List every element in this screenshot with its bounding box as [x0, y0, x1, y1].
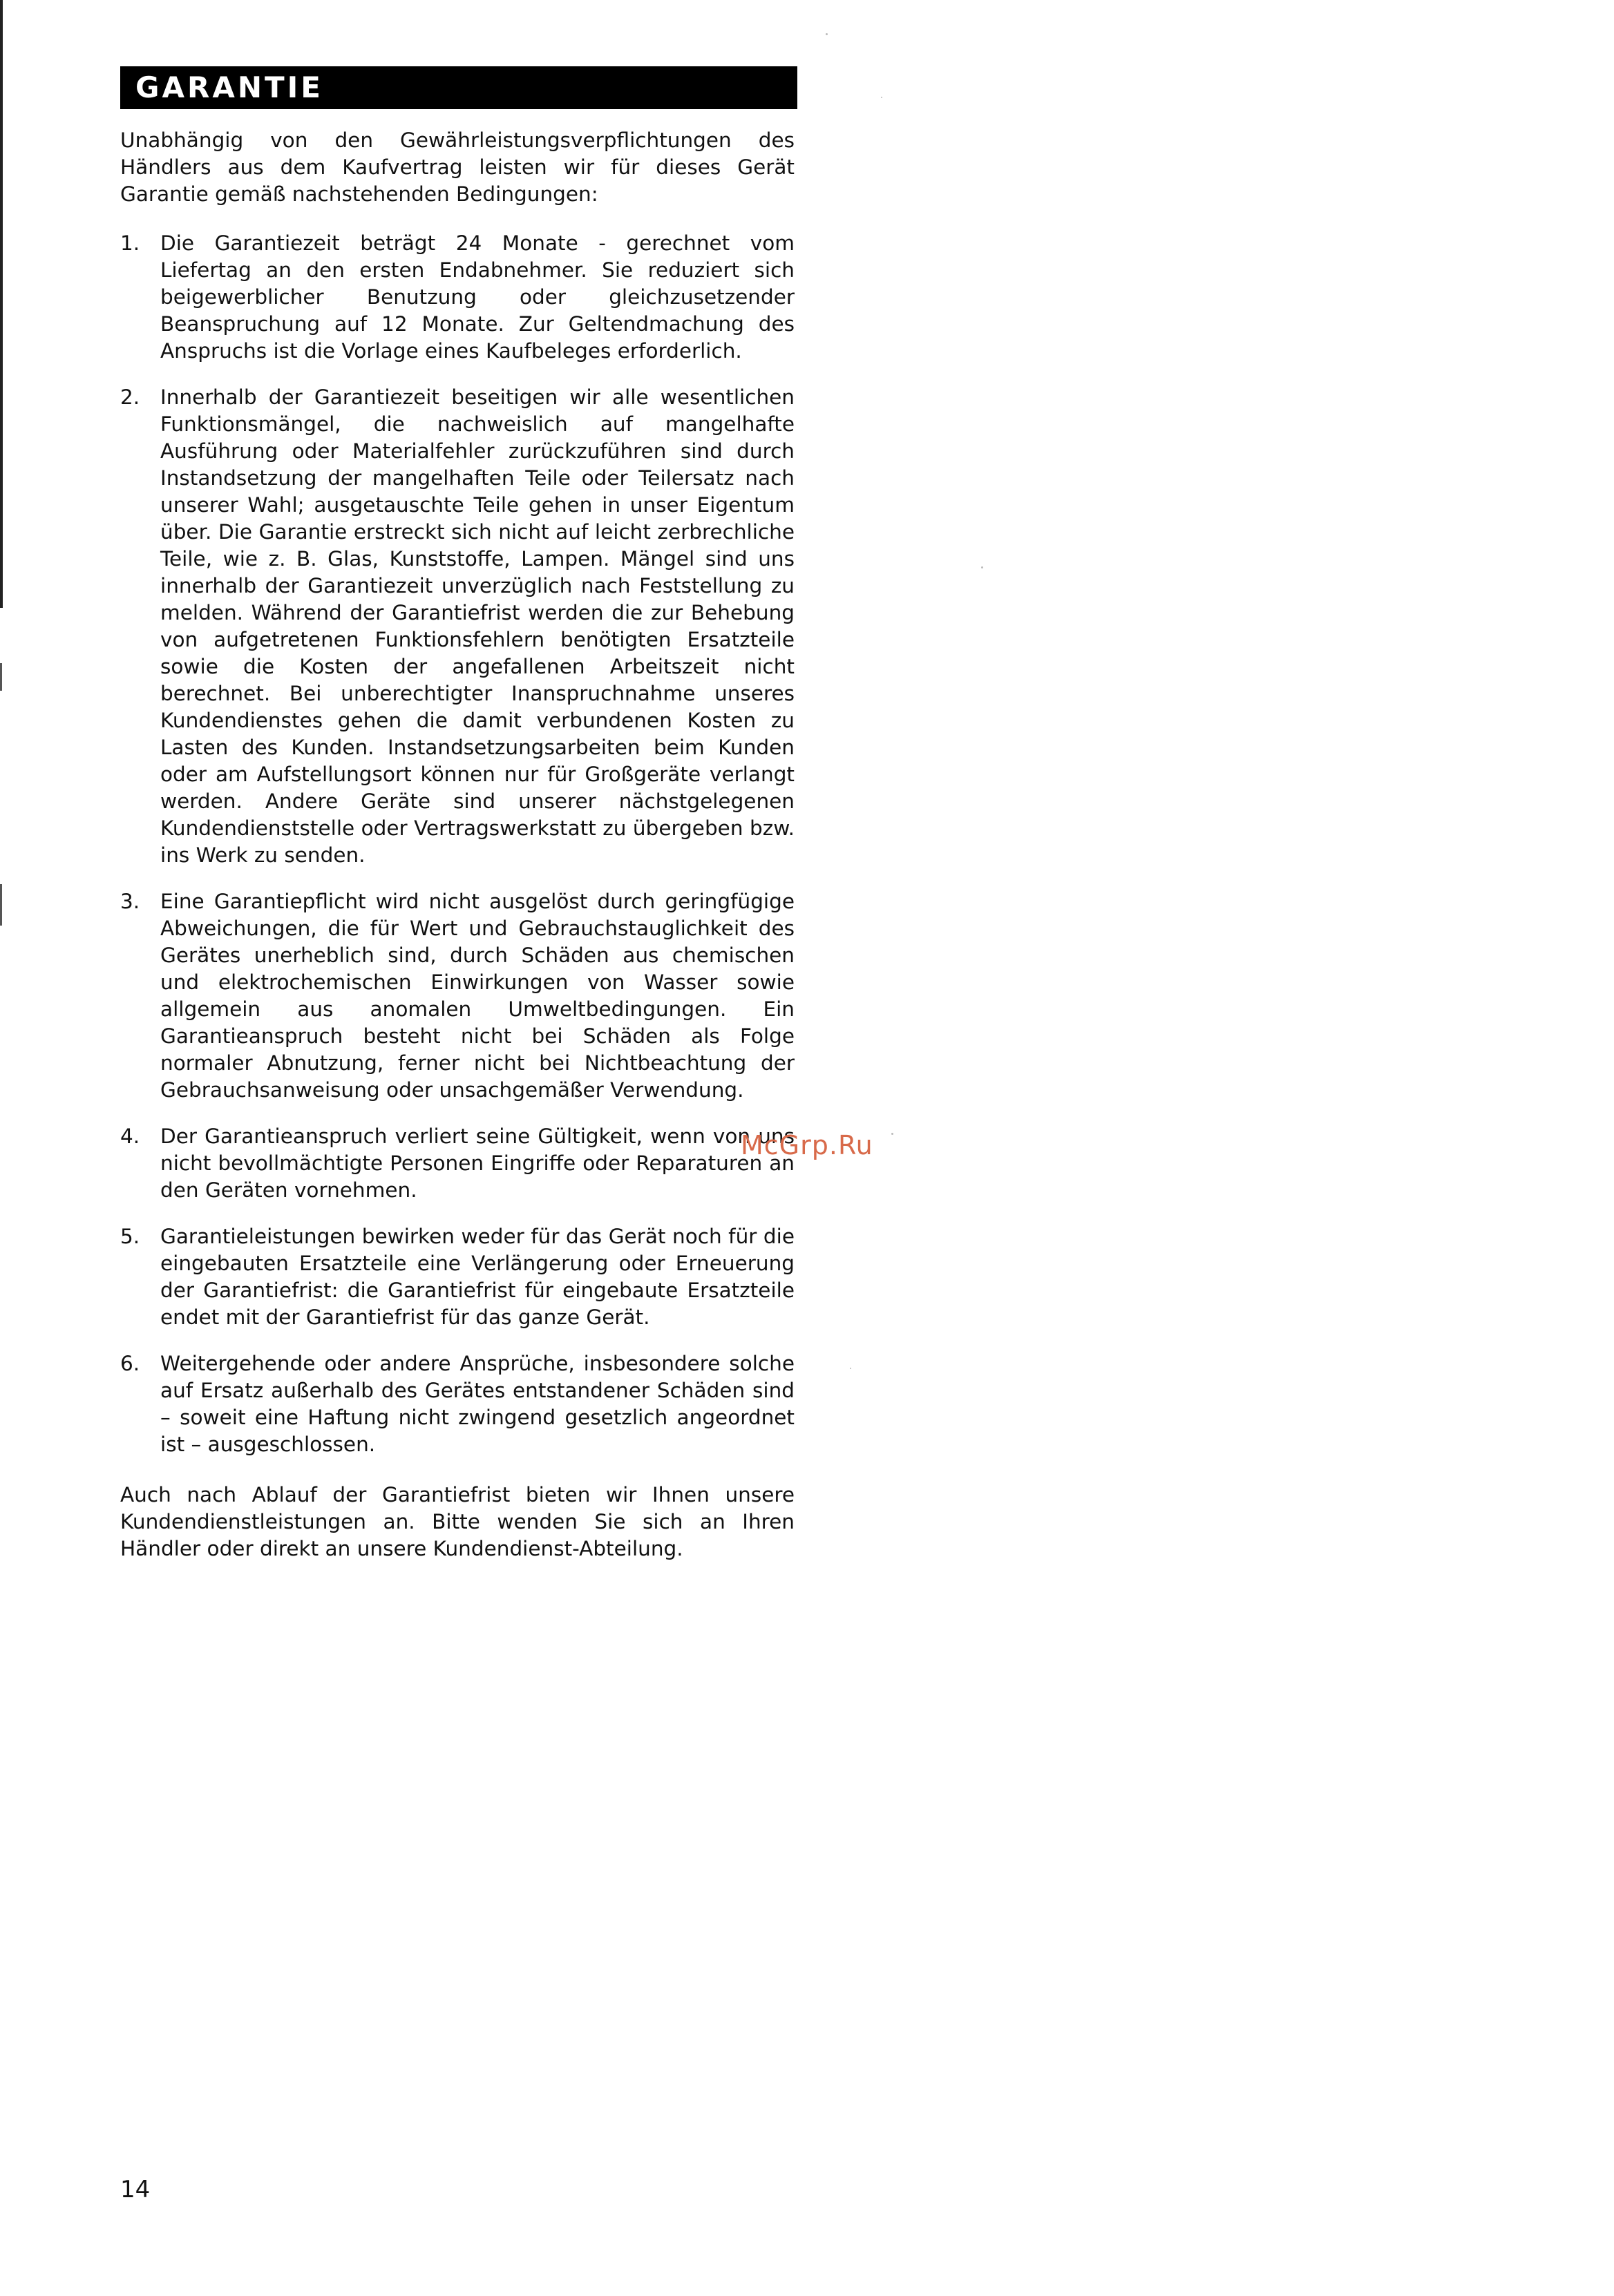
condition-text: Innerhalb der Garantiezeit beseitigen wir alle wesentlichen Funktionsmängel, die nachweislich auf mangelhafte Ausführung oder Materialfehler zurückzuführen sind durch Instandsetzung der mangelhaften Teile oder Teilersatz nach unserer Wahl; ausgetauschte Teile gehen in unser Eigentum über. Die Garantie erstreckt sich nicht auf leicht zerbrechliche Teile, wie z. B. Glas, Kunststoffe, Lampen. Mängel sind uns innerhalb der Garantiezeit unverzüglich nach Feststellung zu melden. Während der Garantiefrist werden die zur Behebung von aufgetretenen Funktionsfehlern benötigten Ersatzteile sowie die Kosten der angefallenen Arbeitszeit nicht berechnet. Bei unberechtigter Inanspruchnahme unseres Kundendienstes gehen die damit verbundenen Kosten zu Lasten des Kunden. Instandsetzungsarbeiten beim Kunden oder am Aufstellungsort können nur für Großgeräte verlangt werden. Andere Geräte sind unserer nächstgelegenen Kundendienststelle oder Vertragswerkstatt zu übergeben bzw. ins Werk zu senden.: [160, 385, 795, 867]
scan-speck: [981, 566, 983, 568]
condition-number: 1.: [120, 231, 140, 255]
conditions-list: [120, 230, 795, 1458]
condition-text: Eine Garantiepflicht wird nicht ausgelöst durch geringfügige Abweichungen, die für Wert und Gebrauchstauglichkeit des Gerätes unerheblich sind, durch Schäden aus chemischen und elektrochemischen Einwirkungen von Wasser sowie allgemein aus anomalen Umweltbedingungen. Ein Garantieanspruch besteht nicht bei Schäden als Folge normaler Abnutzung, ferner nicht bei Nichtbeachtung der Gebrauchsanweisung oder unsachgemäßer Verwendung.: [160, 890, 795, 1102]
guarantee-text-block: [120, 127, 795, 1562]
condition-text: Der Garantieanspruch verliert seine Gültigkeit, wenn von uns nicht bevollmächtigte Personen Eingriffe oder Reparaturen an den Geräten vornehmen.: [160, 1125, 795, 1202]
condition-text: Weitergehende oder andere Ansprüche, insbesondere solche auf Ersatz außerhalb des Gerätes entstandener Schäden sind – soweit eine Haftung nicht zwingend gesetzlich angeordnet ist – ausgeschlossen.: [160, 1352, 795, 1456]
condition-item-2: [120, 384, 795, 869]
scan-speck: [881, 97, 882, 98]
page-number: 14: [120, 2176, 151, 2203]
condition-item-6: [120, 1350, 795, 1458]
condition-number: 6.: [120, 1352, 140, 1375]
page-left-edge-fragment: [0, 884, 2, 926]
condition-text: Garantieleistungen bewirken weder für das Gerät noch für die eingebauten Ersatzteile eine Verlängerung oder Erneuerung der Garantiefrist: die Garantiefrist für eingebaute Ersatzteile endet mit der Garantiefrist für das ganze Gerät.: [160, 1225, 795, 1329]
scan-speck: [826, 33, 828, 35]
condition-number: 4.: [120, 1125, 140, 1148]
scan-speck: [891, 1133, 893, 1135]
condition-item-4: [120, 1123, 795, 1204]
watermark-text: McGrp.Ru: [741, 1130, 873, 1160]
intro-paragraph: Unabhängig von den Gewährleistungsverpflichtungen des Händlers aus dem Kaufvertrag leisten wir für dieses Gerät Garantie gemäß nachstehenden Bedingungen:: [120, 128, 795, 206]
condition-item-3: [120, 888, 795, 1104]
scan-speck: [850, 1368, 851, 1369]
condition-text: Die Garantiezeit beträgt 24 Monate - gerechnet vom Liefertag an den ersten Endabnehmer. Sie reduziert sich beigewerblicher Benutzung oder gleichzusetzender Beanspruchung auf 12 Monate. Zur Geltendmachung des Anspruchs ist die Vorlage eines Kaufbeleges erforderlich.: [160, 231, 795, 363]
condition-item-1: [120, 230, 795, 365]
condition-item-5: [120, 1223, 795, 1331]
closing-paragraph: Auch nach Ablauf der Garantiefrist bieten wir Ihnen unsere Kundendienstleistungen an. Bitte wenden Sie sich an Ihren Händler oder direkt an unsere Kundendienst-Abteilung.: [120, 1483, 795, 1560]
condition-number: 3.: [120, 890, 140, 913]
page-left-edge: [0, 0, 3, 608]
section-title: GARANTIE: [135, 70, 323, 104]
section-header-bar: [120, 66, 797, 109]
page-left-edge-fragment: [0, 663, 2, 691]
condition-number: 5.: [120, 1225, 140, 1248]
condition-number: 2.: [120, 385, 140, 409]
